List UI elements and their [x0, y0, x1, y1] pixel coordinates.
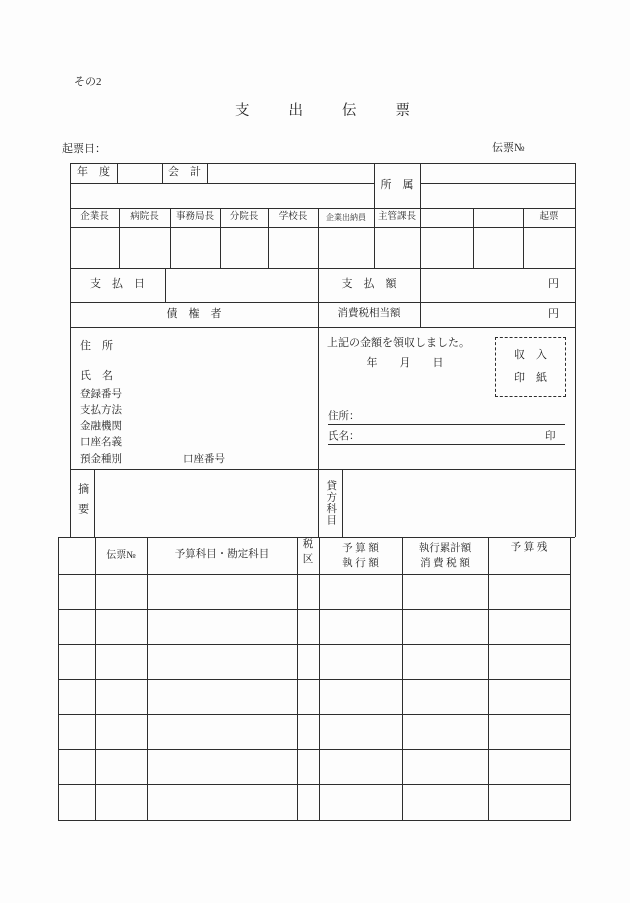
form-note: その2: [74, 76, 102, 88]
account-holder-label: 口座名義: [80, 437, 122, 448]
approval-stamp-column-label: 主管課長: [377, 211, 416, 222]
voucher-no-label: 伝票№: [492, 142, 525, 154]
table-border-line: [58, 679, 570, 680]
items-header-budget-account: 予算科目・勘定科目: [174, 549, 270, 561]
revenue-stamp-line2: 印 紙: [514, 372, 547, 385]
table-border-line: [70, 302, 575, 303]
table-border-line: [147, 537, 148, 820]
table-border-line: [70, 183, 374, 184]
table-border-line: [488, 537, 489, 820]
bank-label: 金融機関: [80, 421, 122, 432]
consumption-tax-label: 消費税相当額: [337, 308, 401, 320]
table-border-line: [342, 469, 343, 537]
approval-stamp-column-label: 事務局長: [175, 211, 214, 222]
table-border-line: [70, 208, 575, 209]
receipt-name-line: [328, 444, 565, 445]
table-border-line: [70, 227, 575, 228]
table-border-line: [70, 469, 575, 470]
items-header-amount: 予 算 額 執 行 額: [342, 543, 379, 569]
account-label: 会 計: [168, 166, 201, 179]
table-border-line: [162, 163, 163, 183]
revenue-stamp-box: [495, 337, 566, 397]
consumption-tax-unit: 円: [548, 307, 559, 320]
table-border-line: [402, 537, 403, 820]
table-border-line: [318, 208, 319, 537]
table-border-line: [207, 163, 208, 183]
items-header-budget-balance: 予 算 残: [510, 542, 548, 553]
payment-method-label: 支払方法: [80, 405, 122, 416]
table-border-line: [170, 208, 171, 268]
table-border-line: [220, 208, 221, 268]
revenue-stamp-line1: 収 入: [514, 348, 547, 361]
payment-amount-unit: 円: [548, 278, 559, 291]
table-border-line: [374, 163, 375, 268]
approval-stamp-column-label: 起票: [539, 211, 559, 222]
table-border-line: [523, 208, 524, 268]
table-border-line: [575, 163, 576, 537]
table-border-line: [58, 537, 575, 538]
items-header-voucher-no: 伝票№: [106, 549, 136, 561]
table-border-line: [297, 537, 298, 820]
table-border-line: [70, 327, 575, 328]
summary-label: 摘要: [76, 483, 89, 523]
seal-label: 印: [545, 431, 556, 442]
credit-account-label: 貸方科目: [325, 480, 337, 526]
approval-stamp-column-label: [420, 208, 473, 227]
table-border-line: [58, 609, 570, 610]
table-border-line: [119, 208, 120, 268]
table-border-line: [95, 537, 96, 820]
approval-stamp-column-label: 企業出納員: [326, 212, 366, 222]
table-border-line: [70, 163, 71, 537]
table-border-line: [165, 268, 166, 302]
table-border-line: [319, 537, 320, 820]
table-border-line: [420, 183, 575, 184]
affiliation-label: 所 属: [380, 178, 414, 191]
deposit-type-label: 預金種別: [80, 454, 122, 465]
registration-no-label: 登録番号: [80, 389, 122, 400]
table-border-line: [70, 163, 575, 164]
table-border-line: [570, 537, 571, 820]
table-border-line: [420, 163, 421, 327]
table-border-line: [117, 163, 118, 183]
issue-date-label: 起票日：: [62, 143, 106, 155]
payment-amount-label: 支 払 額: [341, 278, 397, 291]
receipt-address-label: 住所：: [328, 411, 360, 422]
page-title: 支出伝票: [235, 103, 449, 119]
table-border-line: [70, 268, 575, 269]
approval-stamp-column-label: 学校長: [278, 211, 308, 222]
table-border-line: [58, 749, 570, 750]
creditor-label: 債 権 者: [166, 307, 222, 320]
approval-stamp-column-label: 病院長: [130, 211, 159, 222]
approval-stamp-column-label: 企業長: [80, 211, 109, 222]
table-border-line: [58, 714, 570, 715]
table-border-line: [58, 784, 570, 785]
table-border-line: [268, 208, 269, 268]
approval-stamp-column-label: 分院長: [229, 211, 259, 222]
table-border-line: [58, 537, 59, 820]
approval-stamp-column-label: [473, 208, 523, 227]
creditor-name-label: 氏 名: [80, 370, 113, 382]
table-border-line: [58, 644, 570, 645]
receipt-address-line: [328, 424, 565, 425]
creditor-address-label: 住 所: [80, 340, 113, 352]
payment-date-label: 支 払 日: [90, 278, 145, 291]
receipt-date-line: 年 月 日: [366, 357, 444, 369]
table-border-line: [473, 208, 474, 268]
table-border-line: [94, 469, 95, 537]
account-no-label: 口座番号: [183, 454, 225, 465]
receipt-name-label: 氏名：: [328, 431, 360, 442]
receipt-statement: 上記の金額を領収しました。: [327, 337, 470, 349]
table-border-line: [58, 574, 570, 575]
fiscal-year-label: 年 度: [77, 166, 110, 179]
items-header-tax-class: 税 区: [302, 539, 314, 565]
table-border-line: [58, 820, 571, 821]
items-header-cumulative: 執行累計額 消 費 税 額: [418, 543, 472, 569]
